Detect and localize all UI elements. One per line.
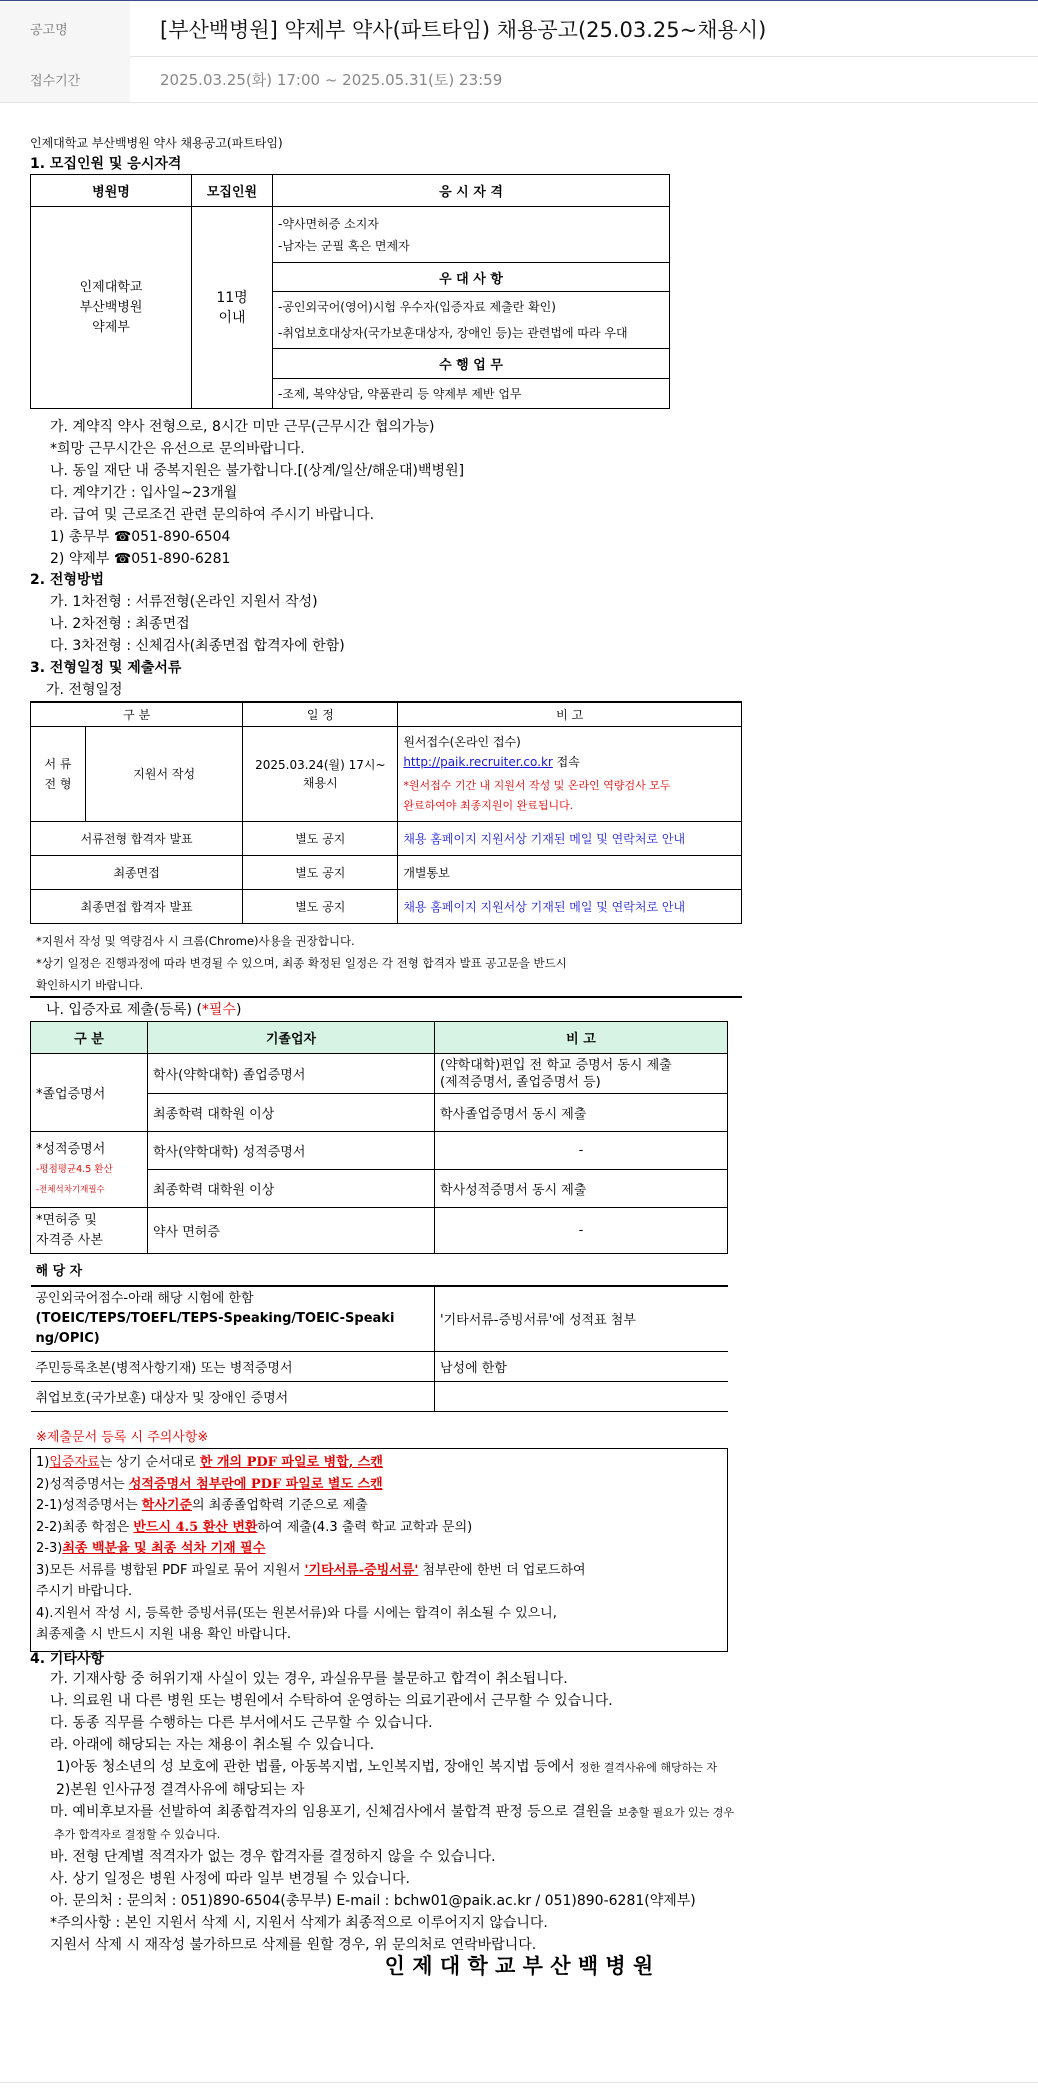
schedule-col-date: 일 정: [243, 702, 398, 726]
duty-heading: 수 행 업 무: [273, 349, 670, 379]
schedule-col-note: 비 고: [398, 702, 742, 726]
intro-text: 인제대학교 부산백병원 약사 채용공고(파트타임): [30, 136, 283, 150]
section-3a-heading: 가. 전형일정: [46, 682, 123, 698]
military-note: 남성에 한함: [435, 1352, 728, 1382]
final-result-cell: 최종면접 합격자 발표: [31, 889, 243, 923]
col-hospital: 병원명: [31, 175, 192, 207]
interview-date: 별도 공지: [243, 855, 398, 889]
diploma-bachelor: 학사(약학대학) 졸업증명서: [148, 1054, 435, 1094]
interview-note: 개별통보: [398, 855, 742, 889]
section-1-heading: 1. 모집인원 및 응시자격: [30, 156, 182, 172]
interview-cell: 최종면접: [31, 855, 243, 889]
veteran-note: [435, 1382, 728, 1412]
diploma-graduate: 최종학력 대학원 이상: [148, 1094, 435, 1132]
section-3-heading: 3. 전형일정 및 제출서류: [30, 660, 182, 676]
footer-hospital-name: 인 제 대 학 교 부 산 백 병 원: [384, 1954, 654, 1978]
preference-cell: -공인외국어(영어)시험 우수자(입증자료 제출란 확인) -취업보호대상자(국가보훈대상자, 장애인 등)는 관련법에 따라 우대: [273, 292, 670, 349]
period-label: 접수기간: [0, 56, 130, 102]
docs-col-graduate: 기졸업자: [148, 1022, 435, 1054]
final-result-date: 별도 공지: [243, 889, 398, 923]
license-cell: *면허증 및 자격증 사본: [31, 1208, 148, 1254]
header-title-row: [0, 1, 1038, 57]
recruiter-link[interactable]: http://paik.recruiter.co.kr: [403, 754, 553, 769]
license-doc: 약사 면허증: [148, 1208, 435, 1254]
section-2-heading: 2. 전형방법: [30, 572, 105, 588]
final-result-note: 채용 홈페이지 지원서상 기재된 메일 및 연락처로 안내: [398, 889, 742, 923]
preference-heading: 우 대 사 항: [273, 263, 670, 292]
application-cell: 지원서 작성: [86, 726, 243, 821]
documents-table: [30, 1021, 728, 1412]
count-cell: 11명 이내: [192, 207, 273, 409]
recruitment-table: [30, 174, 670, 409]
caution-title: ※제출문서 등록 시 주의사항※: [36, 1430, 209, 1445]
diploma-graduate-note: 학사졸업증명서 동시 제출: [435, 1094, 728, 1132]
transcript-graduate: 최종학력 대학원 이상: [148, 1170, 435, 1208]
doc-result-cell: 서류전형 합격자 발표: [31, 821, 243, 855]
military-cell: 주민등록초본(병적사항기재) 또는 병적증명서: [31, 1352, 435, 1382]
eligible-heading: 해 당 자: [31, 1254, 728, 1286]
transcript-bachelor-note: -: [435, 1132, 728, 1170]
application-period: 2025.03.25(화) 17:00 ~ 2025.05.31(토) 23:59: [160, 70, 503, 89]
section-4-lines: 가. 기재사항 중 허위기재 사실이 있는 경우, 과실유무를 불문하고 합격이 취소됩니다. 나. 의료원 내 다른 병원 또는 병원에서 수탁하여 운영하는 의료기관에서 근무할 수 있습니다. 다. 동종 직무를 수행하는 다른 부서에서도 근무할 수 있습니다. 라. 아래에 해당되는 자는 채용이 취소될 수 있습니다. 1)아동 청소년의 성 보호에 관한 법률, 아동복지법, 노인복지법, 장애인 복지법 등에서 정한 결격사유에 해당하는 자 2)본원 인사규정 결격사유에 해당되는 자 마. 예비후보자를 선발하여 최종합격자의 임용포기, 신체검사에서 불합격 판정 등으로 결원을 보충할 필요가 있는 경우 추가 합격자로 결정할 수 있습니다. 바. 전형 단계별 적격자가 없는 경우 합격자를 결정하지 않을 수 있습니다. 사. 상기 일정은 병원 사정에 따라 일부 변경될 수 있습니다. 아. 문의처 : 문의처 : 051)890-6504(총무부) E-mail : bchw01@paik.ac.kr / 051)890-6281(약제부) *주의사항 : 본인 지원서 삭제 시, 지원서 삭제가 최종적으로 이루어지지 않습니다. 지원서 삭제 시 재작성 불가하므로 삭제를 원할 경우, 위 문의처로 연락바랍니다.: [50, 1671, 735, 1953]
header-period-row: [0, 56, 1038, 103]
section-2-lines: 가. 1차전형 : 서류전형(온라인 지원서 작성) 나. 2차전형 : 최종면접 다. 3차전형 : 신체검사(최종면접 합격자에 한함): [50, 594, 345, 654]
col-qualification: 응 시 자 격: [273, 175, 670, 207]
application-date-cell: 2025.03.24(월) 17시~ 채용시: [243, 726, 398, 821]
diploma-bachelor-note: (약학대학)편입 전 학교 증명서 동시 제출 (제적증명서, 졸업증명서 등): [435, 1054, 728, 1094]
bottom-border: [0, 2082, 1038, 2083]
doc-result-note: 채용 홈페이지 지원서상 기재된 메일 및 연락처로 안내: [398, 821, 742, 855]
col-count: 모집인원: [192, 175, 273, 207]
section-3b-heading: 나. 입증자료 제출(등록) (*필수): [46, 1002, 242, 1018]
license-note: -: [435, 1208, 728, 1254]
schedule-table: [30, 701, 742, 924]
divider: [30, 996, 742, 998]
hospital-cell: 인제대학교 부산백병원 약제부: [31, 207, 192, 409]
veteran-cell: 취업보호(국가보훈) 대상자 및 장애인 증명서: [31, 1382, 435, 1412]
transcript-graduate-note: 학사성적증명서 동시 제출: [435, 1170, 728, 1208]
english-score-note: '기타서류-증빙서류'에 성적표 첨부: [435, 1286, 728, 1352]
transcript-cell: *성적증명서 -평점평균4.5 환산 -전체석차기재필수: [31, 1132, 148, 1208]
docs-col-note: 비 고: [435, 1022, 728, 1054]
doc-result-date: 별도 공지: [243, 821, 398, 855]
application-note-cell: 원서접수(온라인 접수) http://paik.recruiter.co.kr 접속 *원서접수 기간 내 지원서 작성 및 온라인 역량검사 모두 완료하여야 최종지원이 완료됩니다.: [398, 726, 742, 821]
title-label: 공고명: [0, 1, 130, 56]
duty-cell: -조제, 복약상담, 약품관리 등 약제부 제반 업무: [273, 379, 670, 409]
caution-box: 1)입증자료는 상기 순서대로 한 개의 PDF 파일로 병합, 스캔 2)성적증명서는 성적증명서 첨부란에 PDF 파일로 별도 스캔 2-1)성적증명서는 학사기준의 최종졸업학력 기준으로 제출 2-2)최종 학점은 반드시 4.5 환산 변환하여 제출(4.3 출력 학교 교학과 문의) 2-3)최종 백분율 및 최종 석차 기재 필수 3)모든 서류를 병합된 PDF 파일로 묶어 지원서 '기타서류-증빙서류' 첨부란에 한번 더 업로드하여 주시기 바랍니다. 4).지원서 작성 시, 등록한 증빙서류(또는 원본서류)와 다를 시에는 합격이 취소될 수 있으니, 최종제출 시 반드시 지원 내용 확인 바랍니다.: [30, 1448, 728, 1652]
section-1-notes: 가. 계약직 약사 전형으로, 8시간 미만 근무(근무시간 협의가능) *희망 근무시간은 유선으로 문의바랍니다. 나. 동일 재단 내 중복지원은 불가합니다.[(상계/일산/해운대)백병원] 다. 계약기간 : 입사일~23개월 라. 급여 및 근로조건 관련 문의하여 주시기 바랍니다. 1) 총무부 ☎051-890-6504 2) 약제부 ☎051-890-6281: [50, 419, 465, 567]
docs-col-category: 구 분: [31, 1022, 148, 1054]
schedule-notes: *지원서 작성 및 역량검사 시 크롬(Chrome)사용을 권장합니다. *상기 일정은 진행과정에 따라 변경될 수 있으며, 최종 확정된 일정은 각 전형 합격자 발표 공고문을 반드시 확인하시기 바랍니다.: [36, 934, 567, 992]
posting-title: [부산백병원] 약제부 약사(파트타임) 채용공고(25.03.25~채용시): [160, 17, 767, 42]
doc-screening-cell: 서 류 전 형: [31, 726, 86, 821]
schedule-col-category: 구 분: [31, 702, 243, 726]
diploma-cell: *졸업증명서: [31, 1054, 148, 1132]
english-score-cell: 공인외국어점수-아래 해당 시험에 한함 (TOEIC/TEPS/TOEFL/TEPS-Speaking/TOEIC-Speaki ng/OPIC): [31, 1286, 435, 1352]
qualification-cell: -약사면허증 소지자 -남자는 군필 혹은 면제자: [273, 207, 670, 263]
section-4-heading: 4. 기타사항: [30, 1651, 105, 1667]
transcript-bachelor: 학사(약학대학) 성적증명서: [148, 1132, 435, 1170]
